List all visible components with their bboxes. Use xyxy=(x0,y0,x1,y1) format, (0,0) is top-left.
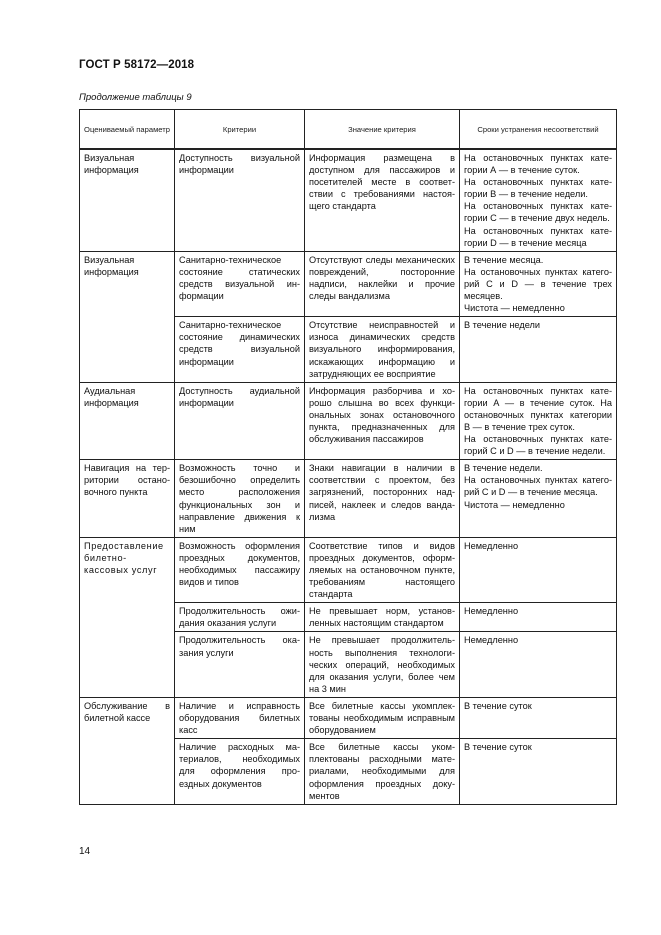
cell-resolution-term xyxy=(460,697,617,738)
cell-criterion xyxy=(175,317,305,382)
table-row xyxy=(80,251,617,316)
cell-resolution-term xyxy=(460,537,617,602)
document-code: ГОСТ Р 58172—2018 xyxy=(79,59,195,71)
cell-text-line: Продолжительность ожидания оказания услуги xyxy=(179,606,300,629)
cell-text-line: Все билетные кассы укомплектованы расходными материалами, необходимыми для оформления проездных документов xyxy=(309,742,455,801)
table-row xyxy=(80,537,617,602)
cell-text-line: Информация разборчива и хорошо слышна во всех функциональных зонах остановочного пункта, предназначенных для обслуживания пассажиров xyxy=(309,385,455,445)
cell-text-line: Отсутствуют следы механических повреждений, посторонние надписи, наклейки и прочие следы вандализма xyxy=(309,254,455,302)
table-row xyxy=(80,382,617,460)
cell-criterion xyxy=(175,603,305,632)
cell-criterion-value xyxy=(305,460,460,538)
cell-resolution-term xyxy=(460,317,617,382)
cell-criterion xyxy=(175,460,305,538)
cell-resolution-term xyxy=(460,382,617,460)
cell-resolution-term xyxy=(460,603,617,632)
cell-text-line: Наличие и исправность оборудования билетных касс xyxy=(179,700,300,736)
cell-text-line: Не превышает продолжительность выполнения технологических операций, необходимых для оказания услуги, более чем на 3 мин xyxy=(309,635,455,694)
column-header-resolution-term: Сроки устранения несоответствий xyxy=(460,110,617,150)
cell-parameter: Навигация на территории остановочного пункта xyxy=(80,460,175,538)
cell-parameter: Визуальная информация xyxy=(80,251,175,382)
page-number: 14 xyxy=(79,846,91,857)
table-caption: Продолжение таблицы 9 xyxy=(79,92,192,103)
cell-text-line: Отсутствие неисправностей и износа динамических средств визуального информирования, искажающих информацию и затрудняющих ее восприятие xyxy=(309,320,455,379)
cell-criterion xyxy=(175,632,305,697)
cell-parameter: Предоставление билетно-кассовых услуг xyxy=(80,537,175,697)
cell-criterion xyxy=(175,697,305,738)
cell-criterion-value xyxy=(305,537,460,602)
cell-text-line: На остановочных пунктах категорий С и D — в течение недели. xyxy=(464,434,612,457)
cell-text-line: Не превышает норм, установленных настоящим стандартом xyxy=(309,606,455,629)
column-header-criteria: Критерии xyxy=(175,110,305,150)
cell-text-line: Чистота — немедленно xyxy=(464,303,565,314)
cell-resolution-term xyxy=(460,460,617,538)
cell-text-line: В течение месяца. xyxy=(464,254,544,265)
cell-text-line: Немедленно xyxy=(464,606,519,617)
cell-text-line: Немедленно xyxy=(464,635,519,646)
table-row xyxy=(80,697,617,738)
cell-text-line: В течение недели. xyxy=(464,463,543,474)
cell-text-line: Доступность визуальной информации xyxy=(179,153,300,176)
cell-parameter: Аудиальная информация xyxy=(80,382,175,460)
cell-text-line: Возможность оформления проездных документов, необходимых пассажиру видов и типов xyxy=(179,540,300,588)
cell-criterion xyxy=(175,537,305,602)
cell-criterion xyxy=(175,149,305,251)
cell-text-line: На остановочных пунктах категории А — в течение суток. xyxy=(464,153,612,176)
column-header-parameter: Оцениваемый параметр xyxy=(80,110,175,150)
table-row xyxy=(80,460,617,538)
table-row xyxy=(80,149,617,251)
cell-text-line: Чистота — немедленно xyxy=(464,499,565,510)
cell-text-line: В течение суток xyxy=(464,700,532,711)
cell-text-line: Знаки навигации в наличии в соответствии с проектом, без загрязнений, посторонних надписей, наклеек и следов вандализма xyxy=(309,463,455,522)
cell-text-line: На остановочных пунктах категории D — в течение месяца xyxy=(464,225,612,248)
cell-criterion xyxy=(175,251,305,316)
column-header-criterion-value: Значение критерия xyxy=(305,110,460,150)
cell-criterion-value xyxy=(305,697,460,738)
cell-resolution-term xyxy=(460,149,617,251)
cell-parameter: Обслуживание в билетной кассе xyxy=(80,697,175,804)
cell-criterion-value xyxy=(305,251,460,316)
cell-criterion xyxy=(175,739,305,804)
table-body xyxy=(80,149,617,804)
cell-resolution-term xyxy=(460,632,617,697)
cell-text-line: В течение суток xyxy=(464,742,532,753)
cell-text-line: Возможность точно и безошибочно определить место расположения функциональных зон и направление движения к ним xyxy=(179,463,300,534)
cell-text-line: Санитарно-техническое состояние динамических средств визуальной информации xyxy=(179,320,300,367)
requirements-table xyxy=(79,109,617,805)
cell-criterion-value xyxy=(305,739,460,804)
cell-text-line: Наличие расходных материалов, необходимых для оформления проездных документов xyxy=(179,742,300,789)
cell-text-line: На остановочных пунктах категории В — в течение недели. xyxy=(464,177,612,200)
cell-text-line: Информация размещена в доступном для пассажиров и посетителей месте в соответствии с требованиями настоящего стандарта xyxy=(309,153,455,212)
cell-text-line: Продолжительность оказания услуги xyxy=(179,635,300,658)
cell-text-line: В течение недели xyxy=(464,320,540,331)
cell-criterion-value xyxy=(305,632,460,697)
cell-criterion-value xyxy=(305,149,460,251)
cell-resolution-term xyxy=(460,251,617,316)
table-header-row xyxy=(80,110,617,150)
cell-criterion-value xyxy=(305,317,460,382)
cell-text-line: Немедленно xyxy=(464,540,519,551)
cell-text-line: Доступность аудиальной информации xyxy=(179,385,300,408)
cell-text-line: Все билетные кассы укомплектованы необходимым исправным оборудованием xyxy=(309,700,455,736)
cell-text-line: На остановочных пунктах категорий С и D — в течение трех месяцев. xyxy=(464,266,612,302)
cell-text-line: На остановочных пунктах категории А — в течение суток. На остановочных пунктах категории В — в течение трех суток. xyxy=(464,385,612,432)
cell-criterion xyxy=(175,382,305,460)
cell-resolution-term xyxy=(460,739,617,804)
cell-text-line: Санитарно-техническое состояние статических средств визуальной информации xyxy=(179,254,300,302)
cell-text-line: Соответствие типов и видов проездных документов, оформляемых на остановочном пункте, требованиям настоящего стандарта xyxy=(309,540,455,600)
cell-parameter: Визуальная информация xyxy=(80,149,175,251)
cell-text-line: На остановочных пунктах категории С — в течение двух недель. xyxy=(464,201,612,224)
cell-text-line: На остановочных пунктах категорий С и D — в течение месяца. xyxy=(464,475,612,498)
cell-criterion-value xyxy=(305,382,460,460)
cell-criterion-value xyxy=(305,603,460,632)
